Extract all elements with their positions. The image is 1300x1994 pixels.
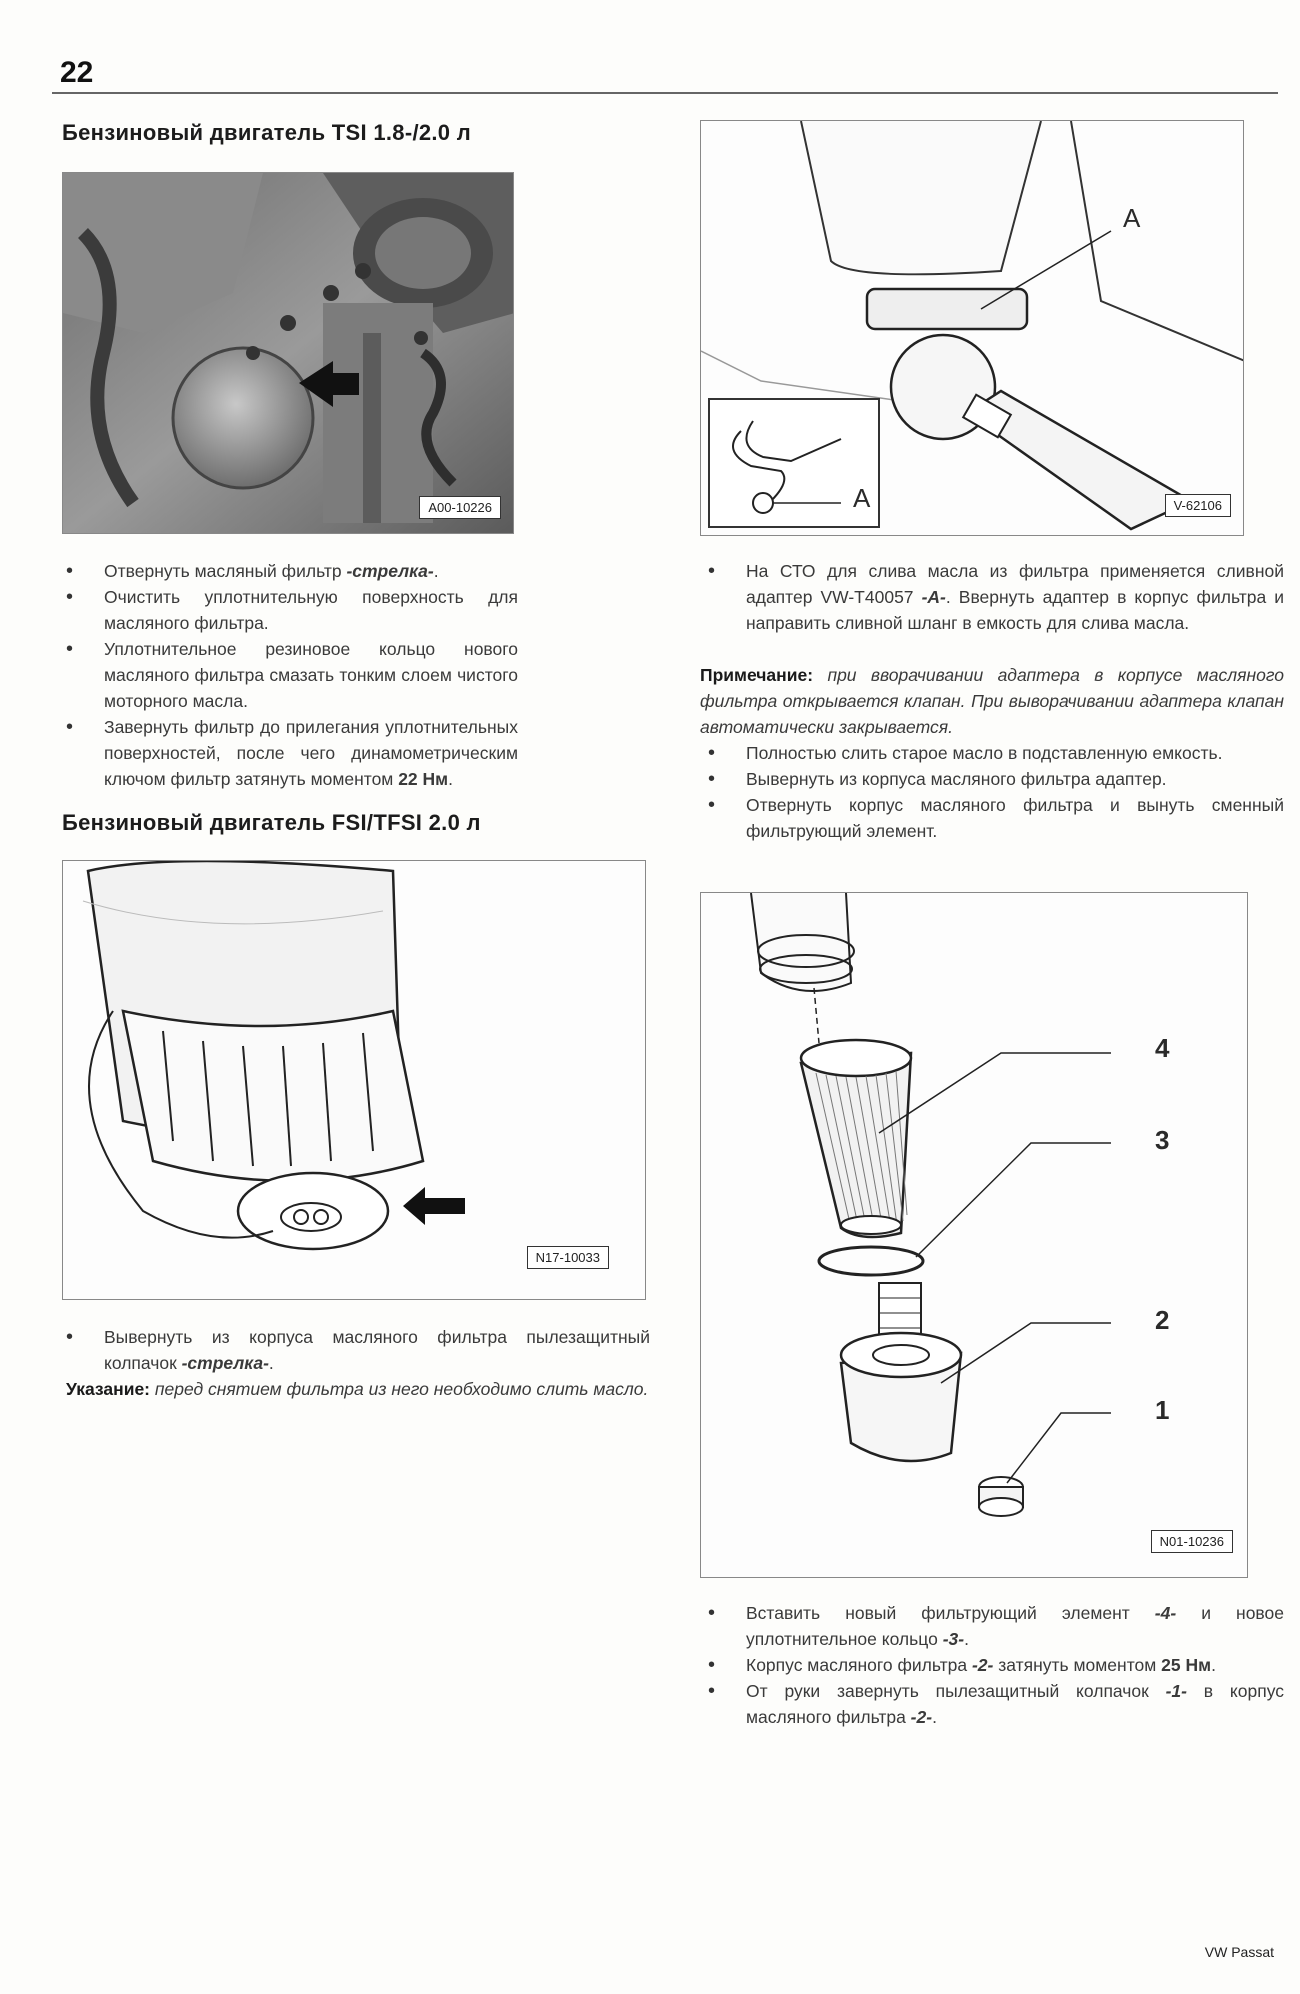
list-item: • Отвернуть корпус масляного фильтра и вынуть сменный фильтрующий элемент. bbox=[708, 794, 1284, 841]
section-heading-fsi: Бензиновый двигатель FSI/TFSI 2.0 л bbox=[62, 810, 481, 835]
list-item: • Вывернуть из корпуса масляного фильтра адаптер. bbox=[708, 768, 1167, 790]
list-item: • От руки завернуть пылезащитный колпачок -1- в корпус масляного фильтра -2-. bbox=[708, 1680, 1285, 1727]
dust-cap bbox=[979, 1477, 1023, 1516]
figure-engine-tsi bbox=[62, 172, 514, 534]
figure-filter-cap bbox=[62, 860, 646, 1300]
list-item: • Отвернуть масляный фильтр -стрелка-. bbox=[66, 560, 439, 582]
callout-3: 3 bbox=[1155, 1125, 1170, 1155]
callout-4: 4 bbox=[1155, 1033, 1170, 1063]
list-item: • Завернуть фильтр до прилегания уплотнительных поверхностей, после чего динамометрическим ключом фильтр затянуть моментом 22 Нм. bbox=[66, 716, 518, 789]
list-item: • Вывернуть из корпуса масляного фильтра пылезащитный колпачок -стрелка-. bbox=[66, 1326, 650, 1373]
list-item: • Уплотнительное резиновое кольцо нового масляного фильтра смазать тонким слоем чистого моторного масла. bbox=[66, 638, 518, 711]
header-rule bbox=[52, 92, 1278, 94]
figure-label: V-62106 bbox=[1165, 494, 1231, 517]
callout-1: 1 bbox=[1155, 1395, 1170, 1425]
bullet-list-drain-steps bbox=[700, 740, 1284, 844]
drain-adapter-illustration bbox=[701, 121, 1244, 536]
list-item: • Очистить уплотнительную поверхность для масляного фильтра. bbox=[66, 586, 518, 633]
list-item: • Вставить новый фильтрующий элемент -4- и новое уплотнительное кольцо -3-. bbox=[708, 1602, 1284, 1649]
figure-label: N17-10033 bbox=[527, 1246, 609, 1269]
section-heading-tsi: Бензиновый двигатель TSI 1.8-/2.0 л bbox=[62, 120, 472, 145]
filter-exploded-illustration bbox=[701, 893, 1248, 1578]
filter-cap-illustration bbox=[63, 861, 646, 1300]
bullet-list-install bbox=[700, 1600, 1284, 1730]
list-item: • На СТО для слива масла из фильтра применяется сливной адаптер VW-T40057 -A-. Ввернуть адаптер в корпус фильтра и направить сливной шланг в емкость для слива масла. bbox=[708, 560, 1284, 633]
bullet-list-drain bbox=[700, 558, 1284, 636]
callout-2: 2 bbox=[1155, 1305, 1170, 1335]
callout-a-inset: A bbox=[853, 483, 871, 513]
list-item: • Полностью слить старое масло в подставленную емкость. bbox=[708, 742, 1223, 764]
figure-drain-adapter bbox=[700, 120, 1244, 536]
figure-filter-exploded bbox=[700, 892, 1248, 1578]
callout-a-main: A bbox=[1123, 203, 1141, 233]
note-drain: Примечание: при вворачивании адаптера в корпусе масляного фильтра открывается клапан. При выворачивании адаптера клапан автоматически закрывается. bbox=[700, 665, 1284, 737]
note-fsi: Указание: перед снятием фильтра из него необходимо слить масло. bbox=[66, 1379, 649, 1399]
footer-book-title: VW Passat bbox=[1204, 1944, 1274, 1960]
bullet-list-tsi bbox=[58, 558, 518, 792]
page-number: 22 bbox=[60, 56, 94, 89]
engine-photo-illustration bbox=[63, 173, 514, 534]
figure-label: A00-10226 bbox=[419, 496, 501, 519]
bullet-list-fsi bbox=[58, 1324, 650, 1376]
figure-label: N01-10236 bbox=[1151, 1530, 1233, 1553]
list-item: • Корпус масляного фильтра -2- затянуть моментом 25 Нм. bbox=[708, 1654, 1216, 1676]
